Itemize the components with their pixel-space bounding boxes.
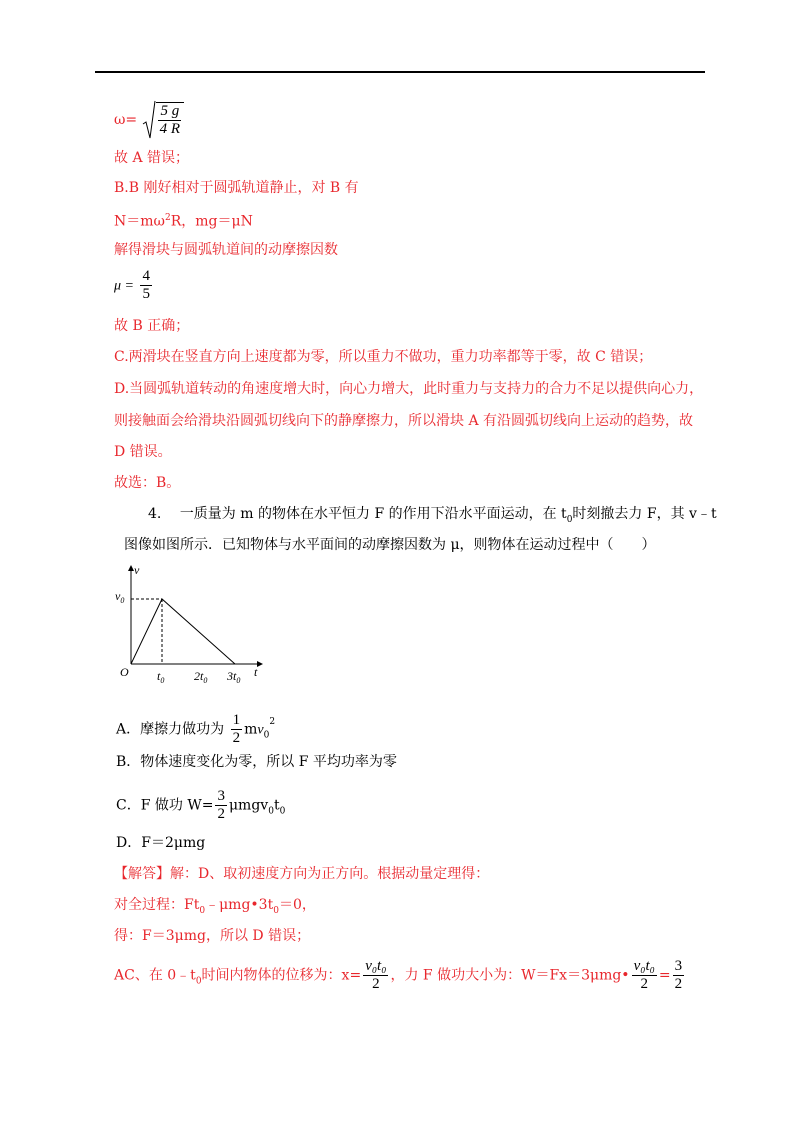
option-c-sub1: 0 [268,806,274,817]
option-c-denominator: 2 [217,806,225,822]
solution-2-sub1: 0 [199,905,206,916]
line-5: 解得滑块与圆弧轨道间的动摩擦因数 [114,242,338,258]
vt-graph [112,562,272,692]
line-3: B.B 刚好相对于圆弧轨道静止，对 B 有 [114,180,359,196]
line-10: 则接触面会给滑块沿圆弧切线向下的静摩擦力，所以滑块 A 有沿圆弧切线向上运动的趋势，故 [114,413,694,429]
header-rule [95,71,705,73]
question-number: 4. [148,506,162,522]
solution-4b: 时间内物体的位移为：x= [201,967,362,984]
solution-line-3: 得：F＝3μmg，所以 D 错误； [114,928,311,944]
v-axis-label: v [134,563,140,577]
solution-line-2 [114,895,316,921]
origin-label: O [120,665,129,679]
option-a-m: m [244,721,258,738]
solution-line-1 [114,864,489,884]
line-7: 故 B 正确； [114,318,190,334]
tick-t0: $t_0$ [157,669,165,685]
mu-prefix: μ = [114,278,134,294]
line-2: 故 A 错误； [114,150,190,166]
option-c-t: t [273,797,280,814]
option-d[interactable]: D．F＝2μmg [116,835,206,851]
line-4-sup: 2 [164,213,171,223]
line-4 [114,208,253,232]
option-a-sup: 2 [269,716,276,727]
solution-4d: = [658,967,671,984]
option-a-v: v [257,722,264,738]
solution-intro: 解：D、取初速度方向为正方向。根据动量定理得： [170,866,490,882]
sqrt-expression [142,100,184,140]
omega-numerator: 5 g [160,103,180,119]
solution-2c: ＝0， [278,897,316,913]
line-9: D.当圆弧轨道转动的角速度增大时，向心力增大，此时重力与支持力的合力不足以提供向心力， [114,381,704,397]
line-4-a: N＝mω [114,213,165,230]
option-c-sub2: 0 [279,806,286,817]
mu-denominator: 5 [142,286,150,302]
mu-numerator: 4 [142,268,150,284]
t-axis-label: t [254,665,258,679]
option-a-denominator: 2 [232,730,241,746]
mu-formula [114,268,154,303]
work-numerator: v₀t₀ [633,958,655,974]
tick-2t0: $2t_0$ [194,669,208,685]
tick-3t0: $3t_0$ [227,669,241,685]
question-line-1 [148,504,717,530]
work-denominator: 2 [640,976,648,992]
velocity-curve [131,599,235,664]
option-a[interactable] [116,712,275,747]
solution-4-sub: 0 [195,976,202,987]
omega-prefix: ω= [114,112,138,128]
line-4-b: R，mg＝μN [170,213,253,230]
omega-denominator: 4 R [159,121,181,137]
solution-4c: ，力 F 做功大小为：W＝Fx＝3μmg• [390,967,630,984]
option-c-suffix: μmgv [228,797,269,814]
question-text-1a: 一质量为 m 的物体在水平恒力 F 的作用下沿水平面运动，在 t [179,506,567,522]
line-12: 故选：B。 [114,475,181,491]
option-c[interactable] [116,788,285,823]
solution-tag: 【解答】 [114,866,170,882]
line-11: D 错误。 [114,444,172,460]
option-a-numerator: 1 [232,712,241,728]
question-sub: 0 [566,514,573,525]
question-line-2: 图像如图所示．已知物体与水平面间的动摩擦因数为 μ，则物体在运动过程中（ ） [124,537,656,553]
displacement-denominator: 2 [372,976,380,992]
displacement-numerator: v₀t₀ [365,958,387,974]
solution-2-sub2: 0 [273,905,279,916]
v0-label: $v_0$ [115,589,125,605]
option-b[interactable]: B．物体速度变化为零，所以 F 平均功率为零 [116,754,397,770]
option-c-text: C．F 做功 W= [116,797,214,814]
solution-2a: 对全过程：Ft [114,897,200,913]
option-c-numerator: 3 [217,788,225,804]
solution-2b: ﹣μmg•3t [205,897,274,913]
option-a-sub: 0 [263,730,270,741]
result-numerator: 3 [674,958,683,974]
result-denominator: 2 [674,976,683,992]
option-a-text: A．摩擦力做功为 [116,721,225,738]
radical-sign [142,100,156,140]
omega-formula [114,100,184,140]
solution-4a: AC、在 0﹣t [114,967,196,984]
question-text-1b: 时刻撤去力 F，其 v﹣t [572,506,717,522]
line-8: C.两滑块在竖直方向上速度都为零，所以重力不做功，重力功率都等于零，故 C 错误； [114,349,653,365]
solution-line-4 [114,958,686,993]
